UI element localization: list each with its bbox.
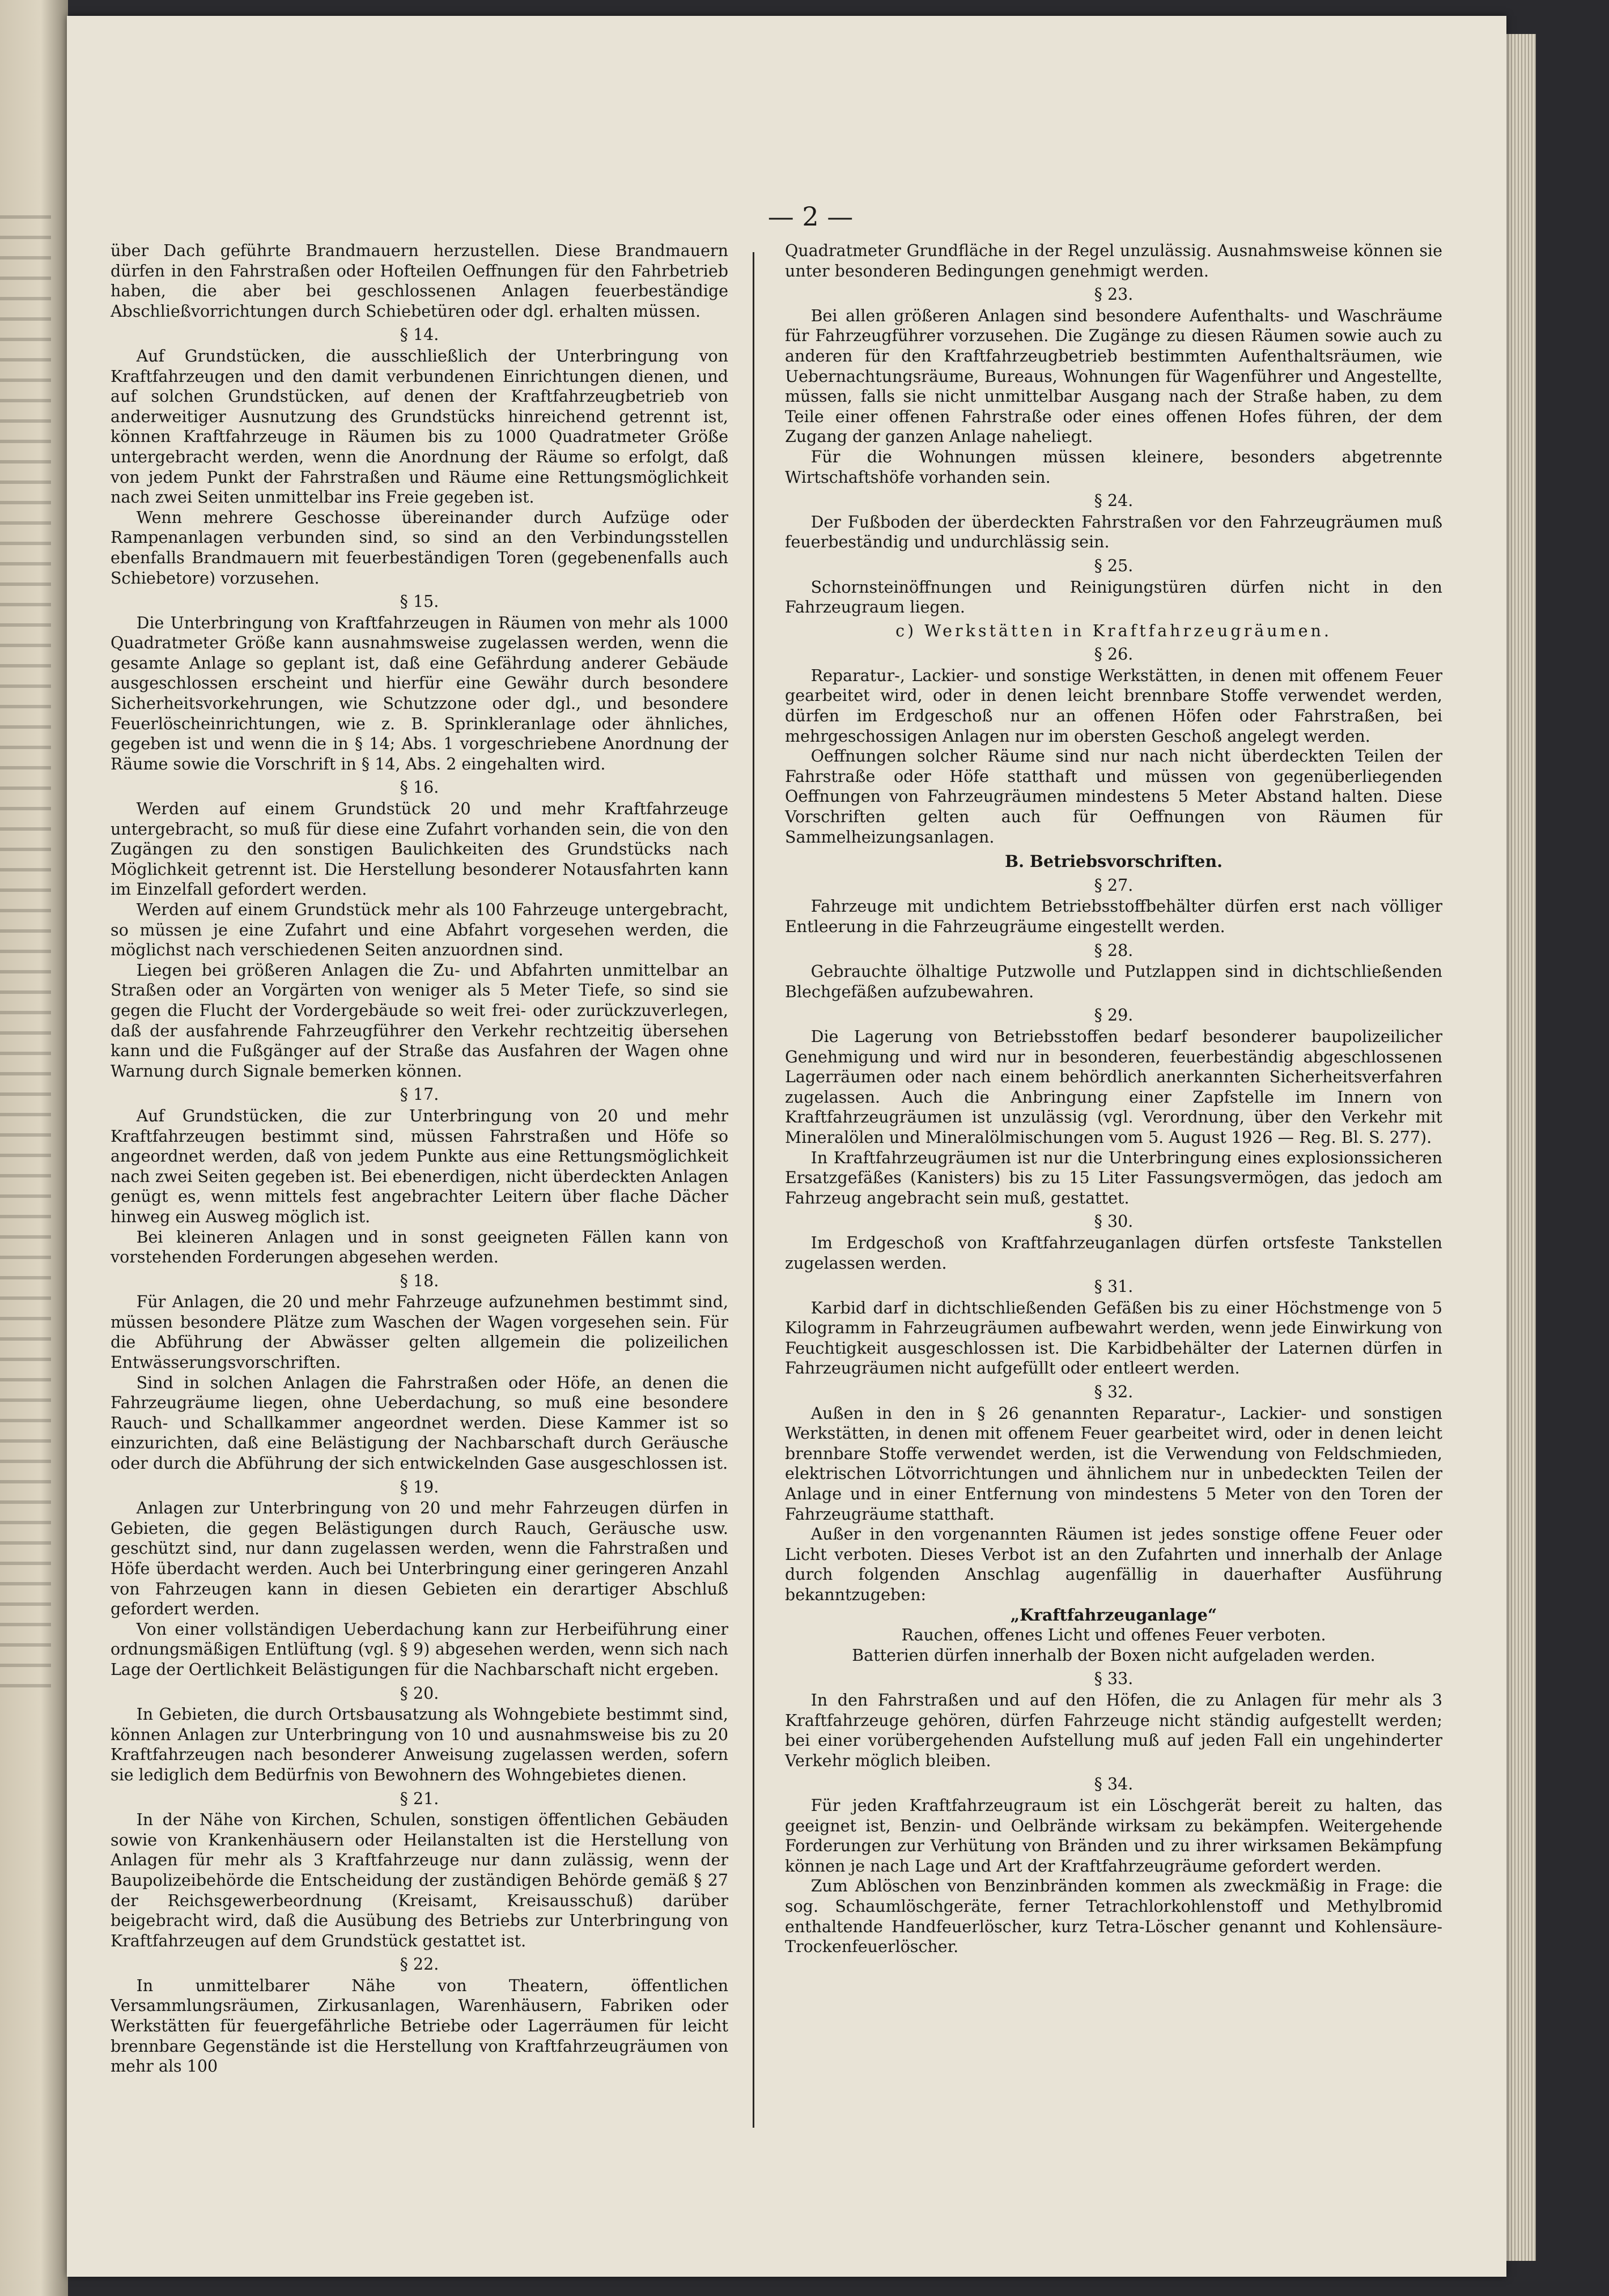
paragraph: Auf Grundstücken, die zur Unterbringung von 20 und mehr Kraftfahrzeugen bestimmt sind, müssen Fahrstraßen und Höfe so angeordnet werden, daß von jedem Punkte aus eine Rettungsmöglichkeit nach zwei Seiten gegeben ist. Bei ebenerdigen, nicht überdeckten Anlagen genügt es, wenn mittels fest angebrachter Leitern über flache Dächer hinweg ein Ausweg möglich ist.: [111, 1106, 728, 1226]
section-number: § 32.: [1094, 1383, 1133, 1402]
paragraph: Der Fußboden der überdeckten Fahrstraßen vor den Fahrzeugräumen muß feuerbeständig und undurchlässig sein.: [785, 512, 1442, 552]
paragraph: Oeffnungen solcher Räume sind nur nach nicht überdeckten Teilen der Fahrstraße oder Höfe statthaft und müssen von gegenüberliegenden Oeffnungen von Fahrzeugräumen mindestens 5 Meter Abstand halten. Diese Vorschriften gelten auch für Oeffnungen von Räumen für Sammelheizungsanlagen.: [785, 747, 1442, 847]
paragraph: Gebrauchte ölhaltige Putzwolle und Putzlappen sind in dichtschließenden Blechgefäßen aufzubewahren.: [785, 962, 1442, 1001]
paragraph: Bei kleineren Anlagen und in sonst geeigneten Fällen kann von vorstehenden Forderungen abgesehen werden.: [111, 1227, 728, 1267]
paragraph: Schornsteinöffnungen und Reinigungstüren dürfen nicht in den Fahrzeugraum liegen.: [785, 577, 1442, 617]
section-number: § 31.: [1094, 1277, 1133, 1296]
section-number: § 20.: [400, 1683, 439, 1703]
section-number: § 25.: [1094, 556, 1133, 575]
paragraph: Für Anlagen, die 20 und mehr Fahrzeuge aufzunehmen bestimmt sind, müssen besondere Plätze zum Waschen der Wagen vorgesehen sein. Für die Abführung der Abwässer gelten allgemein die polizeilichen Entwässerungsvorschriften.: [111, 1292, 728, 1372]
section-number: § 17.: [400, 1085, 439, 1104]
paragraph: Außer in den vorgenannten Räumen ist jedes sonstige offene Feuer oder Licht verboten. Dieses Verbot ist an den Zufahrten und innerhalb der Anlage durch folgenden Anschlag augenfällig in dauerhafter Ausführung bekanntzugeben:: [785, 1525, 1442, 1604]
section-number: § 34.: [1094, 1775, 1133, 1794]
paragraph: Bei allen größeren Anlagen sind besondere Aufenthalts- und Waschräume für Fahrzeugführer vorzusehen. Die Zugänge zu diesen Räumen sowie auch zu anderen für den Kraftfahrzeugbetrieb bestimmten Aufenthaltsräumen, wie Uebernachtungsräume, Bureaus, Wohnungen für Wagenführer und Angestellte, müssen, falls sie nicht unmittelbar Ausgang nach der Straße haben, zu dem Teile einer offenen Fahrstraße oder eines offenen Hofes führen, der dem Zugang der ganzen Anlage naheliegt.: [785, 306, 1442, 447]
section-number: § 28.: [1094, 941, 1133, 960]
paragraph: Für jeden Kraftfahrzeugraum ist ein Löschgerät bereit zu halten, das geeignet ist, Benzin- und Oelbrände wirksam zu bekämpfen. Weitergehende Forderungen zur Verhütung von Bränden und zu ihrer wirksamen Bekämpfung können je nach Lage und Art der Kraftfahrzeugräume gefordert werden.: [785, 1796, 1442, 1876]
paragraph: Anlagen zur Unterbringung von 20 und mehr Fahrzeugen dürfen in Gebieten, die gegen Belästigungen durch Rauch, Geräusche usw. geschützt sind, nur dann zugelassen werden, wenn die Fahrstraßen und Höfe überdacht werden. Auch bei Unterbringung einer geringeren Anzahl von Fahrzeugen kann in diesen Gebieten ein derartiger Abschluß gefordert werden.: [111, 1499, 728, 1619]
paragraph: über Dach geführte Brandmauern herzustellen. Diese Brandmauern dürfen in den Fahrstraßen oder Hofteilen Oeffnungen für den Fahrbetrieb haben, die aber bei geschlossenen Anlagen feuerbeständige Abschließvorrichtungen durch Schiebetüren oder dgl. erhalten müssen.: [111, 241, 728, 321]
section-number: § 33.: [1094, 1669, 1133, 1689]
notice-title: „Kraftfahrzeuganlage“: [1010, 1605, 1217, 1625]
section-number: § 15.: [400, 592, 439, 611]
paragraph: Die Unterbringung von Kraftfahrzeugen in Räumen von mehr als 1000 Quadratmeter Größe kann ausnahmsweise zugelassen werden, wenn die gesamte Anlage so geplant ist, daß eine Gefährdung anderer Gebäude ausgeschlossen erscheint und hierfür eine Gewähr durch besondere Sicherheitsvorkehrungen, wie Schutzzone oder dgl., und besondere Feuerlöscheinrichtungen, wie z. B. Sprinkleranlage oder ähnliches, gegeben ist und wenn die in § 14; Abs. 1 vorgeschriebene Anordnung der Räume sowie die Vorschrift in § 14, Abs. 2 eingehalten wird.: [111, 613, 728, 773]
section-heading: B. Betriebsvorschriften.: [1004, 852, 1222, 871]
section-number: § 21.: [400, 1789, 439, 1808]
section-number: § 18.: [400, 1271, 439, 1290]
paragraph: In Kraftfahrzeugräumen ist nur die Unterbringung eines explosionssicheren Ersatzgefäßes (Kanisters) bis zu 15 Liter Fassungsvermögen, das jedoch am Fahrzeug angebracht sein muß, gestattet.: [785, 1148, 1442, 1207]
page-stack-edge: [1502, 34, 1536, 2261]
column-divider: [753, 252, 754, 2128]
section-number: § 24.: [1094, 491, 1133, 511]
paragraph: Für die Wohnungen müssen kleinere, besonders abgetrennte Wirtschaftshöfe vorhanden sein.: [785, 447, 1442, 487]
section-number: § 29.: [1094, 1006, 1133, 1025]
section-heading: c) Werkstätten in Kraftfahrzeugräumen.: [895, 621, 1332, 640]
section-number: § 30.: [1094, 1212, 1133, 1231]
paragraph: Karbid darf in dichtschließenden Gefäßen bis zu einer Höchstmenge von 5 Kilogramm in Fahrzeugräumen aufbewahrt werden, wenn jede Einwirkung von Feuchtigkeit ausgeschlossen ist. Die Karbidbehälter der Laternen dürfen in Fahrzeugräumen nicht aufgefüllt oder entleert werden.: [785, 1298, 1442, 1378]
paragraph: Auf Grundstücken, die ausschließlich der Unterbringung von Kraftfahrzeugen und den damit verbundenen Einrichtungen dienen, und auf solchen Grundstücken, auf denen der Kraftfahrzeugbetrieb von anderweitiger Ausnutzung des Grundstücks hinreichend getrennt ist, können Kraftfahrzeuge in Räumen bis zu 1000 Quadratmeter Größe untergebracht werden, wenn die Anordnung der Räume so erfolgt, daß von jedem Punkt der Fahrstraßen und Räume eine Rettungsmöglichkeit nach zwei Seiten unmittelbar ins Freie gegeben ist.: [111, 346, 728, 507]
paragraph: In unmittelbarer Nähe von Theatern, öffentlichen Versammlungsräumen, Zirkusanlagen, Warenhäusern, Fabriken oder Werkstätten für feuergefährliche Betriebe oder Lagerräumen für leicht brennbare Gegenstände ist die Herstellung von Kraftfahrzeugräumen von mehr als 100: [111, 1976, 728, 2076]
facing-page-text-shadow: [0, 215, 51, 1689]
paragraph: Liegen bei größeren Anlagen die Zu- und Abfahrten unmittelbar an Straßen oder an Vorgärten von weniger als 5 Meter Tiefe, so sind sie gegen die Flucht der Vordergebäude so weit frei- oder zurückzuverlegen, daß der ausfahrende Fahrzeugführer den Verkehr rechtzeitig übersehen kann und die Fußgänger auf der Straße das Ausfahren der Wagen ohne Warnung durch Signale bemerken können.: [111, 960, 728, 1081]
paragraph: Wenn mehrere Geschosse übereinander durch Aufzüge oder Rampenanlagen verbunden sind, so sind an den Verbindungsstellen ebenfalls Brandmauern mit feuerbeständigen Toren (gegebenenfalls auch Schiebetore) vorzusehen.: [111, 508, 728, 588]
paragraph: Im Erdgeschoß von Kraftfahrzeuganlagen dürfen ortsfeste Tankstellen zugelassen werden.: [785, 1233, 1442, 1273]
left-column: [111, 241, 728, 2077]
paragraph: Die Lagerung von Betriebsstoffen bedarf besonderer baupolizeilicher Genehmigung und wird nur in besonderen, feuerbeständig abgeschlossenen Lagerräumen oder nach einem behördlich anerkannten Sicherheitsverfahren zugelassen. Auch die Anbringung einer Zapfstelle im Innern von Kraftfahrzeugräumen ist unzulässig (vgl. Verordnung, über den Verkehr mit Mineralölen und Mineralölmischungen vom 5. August 1926 — Reg. Bl. S. 277).: [785, 1027, 1442, 1147]
paragraph: In Gebieten, die durch Ortsbausatzung als Wohngebiete bestimmt sind, können Anlagen zur Unterbringung von 10 und ausnahmsweise bis zu 20 Kraftfahrzeugen nach besonderer Anweisung zugelassen werden, sofern sie lediglich dem Bedürfnis von Bewohnern des Wohngebietes dienen.: [111, 1705, 728, 1784]
paragraph: In den Fahrstraßen und auf den Höfen, die zu Anlagen für mehr als 3 Kraftfahrzeuge gehören, dürfen Fahrzeuge nicht ständig aufgestellt werden; bei einer vorübergehenden Aufstellung muß auf jeden Fall ein ungehinderter Verkehr möglich bleiben.: [785, 1690, 1442, 1770]
paragraph: In der Nähe von Kirchen, Schulen, sonstigen öffentlichen Gebäuden sowie von Krankenhäusern oder Heilanstalten ist die Herstellung von Anlagen für mehr als 3 Kraftfahrzeuge nur dann zulässig, wenn der Baupolizeibehörde die Entscheidung der zuständigen Behörde gemäß § 27 der Reichsgewerbeordnung (Kreisamt, Kreisausschuß) darüber beigebracht wird, daß die Ausübung des Betriebs zur Unterbringung von Kraftfahrzeugen auf dem Grundstück gestattet ist.: [111, 1810, 728, 1950]
paragraph: Zum Ablöschen von Benzinbränden kommen als zweckmäßig in Frage: die sog. Schaumlöschgeräte, ferner Tetrachlorkohlenstoff und Methylbromid enthaltende Handfeuerlöscher, kurz Tetra-Löscher genannt und Kohlensäure-Trockenfeuerlöscher.: [785, 1877, 1442, 1957]
section-number: § 26.: [1094, 645, 1133, 664]
paragraph: Fahrzeuge mit undichtem Betriebsstoffbehälter dürfen erst nach völliger Entleerung in die Fahrzeugräume eingestellt werden.: [785, 897, 1442, 936]
paragraph: Reparatur-, Lackier- und sonstige Werkstätten, in denen mit offenem Feuer gearbeitet wird, oder in denen leicht brennbare Stoffe verwendet werden, dürfen im Erdgeschoß nur an offenen Höfen oder Fahrstraßen, bei mehrgeschossigen Anlagen nur im obersten Geschoß angelegt werden.: [785, 666, 1442, 746]
paragraph: Werden auf einem Grundstück mehr als 100 Fahrzeuge untergebracht, so müssen je eine Zufahrt und eine Abfahrt vorgesehen werden, die möglichst nach verschiedenen Seiten anzuordnen sind.: [111, 900, 728, 960]
paragraph: Von einer vollständigen Ueberdachung kann zur Herbeiführung einer ordnungsmäßigen Entlüftung (vgl. § 9) abgesehen werden, wenn sich nach Lage der Oertlichkeit Belästigungen für die Nachbarschaft nicht ergeben.: [111, 1619, 728, 1679]
right-column: [785, 241, 1442, 1957]
paragraph: Quadratmeter Grundfläche in der Regel unzulässig. Ausnahmsweise können sie unter besonderen Bedingungen genehmigt werden.: [785, 241, 1442, 280]
section-number: § 22.: [400, 1955, 439, 1974]
section-number: § 27.: [1094, 875, 1133, 895]
facing-page-edge: [0, 0, 68, 2296]
section-number: § 14.: [400, 325, 439, 345]
notice-line: Rauchen, offenes Licht und offenes Feuer verboten.: [901, 1626, 1326, 1645]
page-number: — 2 —: [767, 201, 854, 232]
notice-line: Batterien dürfen innerhalb der Boxen nicht aufgeladen werden.: [852, 1646, 1375, 1665]
section-number: § 19.: [400, 1477, 439, 1496]
paragraph: Außen in den in § 26 genannten Reparatur-, Lackier- und sonstigen Werkstätten, in denen mit offenem Feuer gearbeitet wird, oder in denen leicht brennbare Stoffe verwendet werden, ist die Verwendung von Feldschmieden, elektrischen Lötvorrichtungen und ähnlichem nur in unbedeckten Teilen der Anlage und in einer Entfernung von mindestens 5 Meter von den Toren der Fahrzeugräume statthaft.: [785, 1404, 1442, 1524]
paragraph: Sind in solchen Anlagen die Fahrstraßen oder Höfe, an denen die Fahrzeugräume liegen, ohne Ueberdachung, so muß eine besondere Rauch- und Schallkammer angeordnet werden. Diese Kammer ist so einzurichten, daß eine Belästigung der Nachbarschaft durch Geräusche oder durch die Abführung der sich entwickelnden Gase ausgeschlossen ist.: [111, 1373, 728, 1473]
section-number: § 23.: [1094, 285, 1133, 304]
paragraph: Werden auf einem Grundstück 20 und mehr Kraftfahrzeuge untergebracht, so muß für diese eine Zufahrt vorhanden sein, die von den Zugängen zu den sonstigen Baulichkeiten des Grundstücks nach Möglichkeit getrennt ist. Die Herstellung besonderer Notausfahrten kann im Einzelfall gefordert werden.: [111, 800, 728, 899]
section-number: § 16.: [400, 778, 439, 797]
